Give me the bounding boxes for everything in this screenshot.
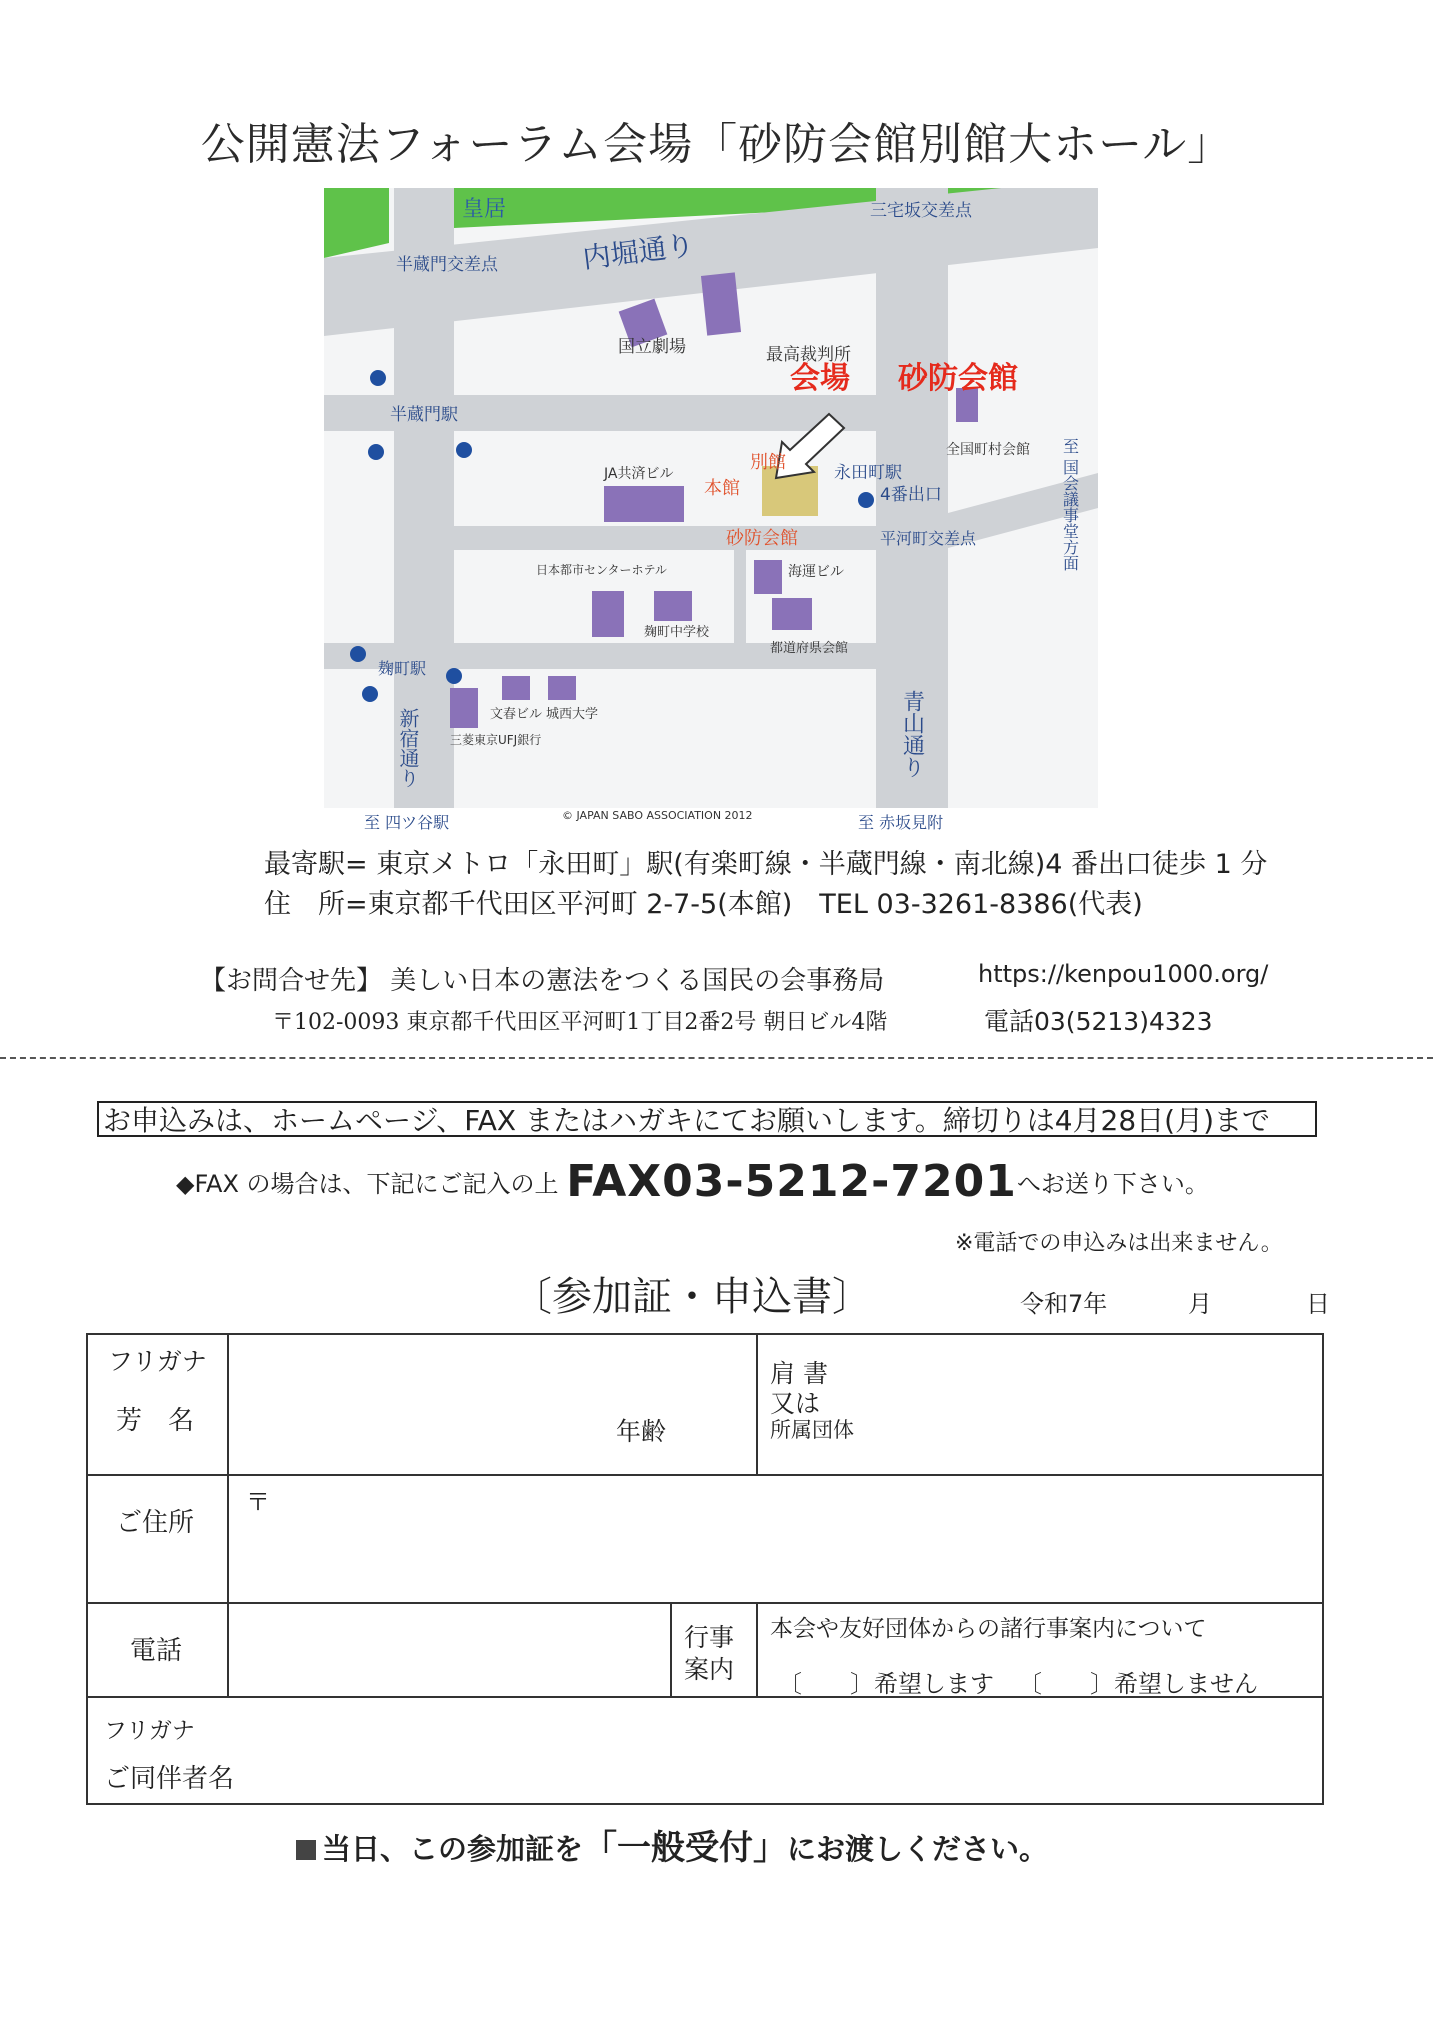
postal-mark: 〒 bbox=[246, 1488, 270, 1516]
footer-note bbox=[296, 1820, 1048, 1869]
access-address: 住 所=東京都千代田区平河町 2-7-5(本館) TEL 03-3261-8386(代表) bbox=[264, 889, 1143, 920]
event-question: 本会や友好団体からの諸行事案内について bbox=[770, 1616, 1207, 1642]
inquiry-label: 【お問合せ先】 美しい日本の憲法をつくる国民の会事務局 bbox=[200, 966, 885, 996]
label-venue: 会場 bbox=[790, 361, 850, 396]
fax-pre: ◆FAX の場合は、下記にご記入の上 bbox=[176, 1170, 559, 1198]
event-yes-option[interactable]: 〔 〕希望します bbox=[778, 1670, 994, 1698]
form-title: 〔参加証・申込書〕 bbox=[512, 1274, 872, 1320]
inquiry-url[interactable]: https://kenpou1000.org/ bbox=[978, 960, 1269, 988]
companion-field[interactable] bbox=[260, 1700, 1320, 1800]
title-label-3: 所属団体 bbox=[770, 1418, 854, 1442]
label-bekkan: 別館 bbox=[750, 452, 786, 473]
label-supreme-court: 最高裁判所 bbox=[766, 345, 851, 365]
square-bullet-icon bbox=[296, 1840, 316, 1860]
label-exit4: 4番出口 bbox=[880, 485, 942, 505]
label-akasaka: 至 赤坂見附 bbox=[858, 813, 944, 832]
label-hirakawacho: 平河町交差点 bbox=[880, 529, 977, 548]
affiliation-field[interactable] bbox=[900, 1340, 1320, 1470]
companion-label: ご同伴者名 bbox=[104, 1764, 235, 1794]
map-copyright: © JAPAN SABO ASSOCIATION 2012 bbox=[562, 809, 753, 822]
label-miyakezaka: 三宅坂交差点 bbox=[870, 201, 972, 221]
name-field[interactable] bbox=[230, 1340, 755, 1470]
phone-field[interactable] bbox=[230, 1606, 670, 1694]
footer-post: にお渡しください。 bbox=[787, 1832, 1049, 1866]
label-nagatacho: 永田町駅 bbox=[834, 463, 902, 483]
label-aoyama-dori: 青山通り bbox=[899, 690, 925, 778]
fax-number: FAX03-5212-7201 bbox=[566, 1156, 1017, 1207]
inquiry-address: 〒102-0093 東京都千代田区平河町1丁目2番2号 朝日ビル4階 bbox=[272, 1010, 888, 1035]
label-shinjuku-dori: 新宿通り bbox=[396, 708, 420, 788]
footer-strong: 「一般受付」 bbox=[583, 1828, 788, 1868]
inquiry-tel: 電話03(5213)4323 bbox=[984, 1007, 1213, 1036]
name-label: 芳 名 bbox=[116, 1406, 195, 1436]
address-field[interactable] bbox=[230, 1478, 1320, 1600]
label-hanzomon-station: 半蔵門駅 bbox=[390, 405, 458, 425]
phone-note: ※電話での申込みは出来ません。 bbox=[955, 1231, 1283, 1256]
label-zenkoku: 全国町村会館 bbox=[946, 442, 1030, 458]
access-station: 最寄駅= 東京メトロ「永田町」駅(有楽町線・半蔵門線・南北線)4 番出口徒歩 1 分 bbox=[264, 849, 1268, 880]
fax-post: へお送り下さい。 bbox=[1016, 1170, 1209, 1198]
event-no-option[interactable]: 〔 〕希望しません bbox=[1018, 1670, 1258, 1698]
fax-instruction bbox=[176, 1156, 1209, 1207]
furigana-label: フリガナ bbox=[108, 1347, 207, 1376]
label-mufg: 三菱東京UFJ銀行 bbox=[450, 733, 542, 747]
label-josai: 城西大学 bbox=[546, 707, 599, 722]
label-bunshun: 文春ビル bbox=[490, 707, 543, 722]
title-label-1: 肩 書 bbox=[770, 1359, 828, 1388]
footer-pre: 当日、この参加証を bbox=[322, 1832, 584, 1866]
date-month: 月 bbox=[1188, 1290, 1212, 1318]
label-todofuken: 都道府県会館 bbox=[770, 641, 849, 656]
building-supreme-court bbox=[701, 272, 741, 335]
label-hanzomon-crossing: 半蔵門交差点 bbox=[396, 255, 498, 275]
label-venue-name: 砂防会館 bbox=[898, 361, 1018, 396]
address-label: ご住所 bbox=[116, 1508, 195, 1538]
label-honkan: 本館 bbox=[704, 478, 740, 499]
label-kojimachi-school: 麹町中学校 bbox=[644, 625, 710, 640]
date-era: 令和7年 bbox=[1020, 1290, 1108, 1318]
event-label-1: 行事 bbox=[684, 1623, 735, 1652]
apply-notice: お申込みは、ホームページ、FAX またはハガキにてお願いします。締切りは4月28日(月)まで bbox=[97, 1101, 1317, 1137]
date-day: 日 bbox=[1306, 1290, 1330, 1318]
label-yotsuya: 至 四ツ谷駅 bbox=[364, 813, 450, 832]
page-title: 公開憲法フォーラム会場「砂防会館別館大ホール」 bbox=[200, 119, 1233, 170]
label-ja: JA共済ビル bbox=[604, 466, 674, 482]
label-kokkai: 至 国会議事堂方面 bbox=[1060, 438, 1080, 572]
companion-furigana-label: フリガナ bbox=[104, 1718, 195, 1744]
label-national-theatre: 国立劇場 bbox=[618, 337, 686, 357]
label-naibori: 内堀通り bbox=[580, 228, 697, 275]
label-kokyo: 皇居 bbox=[462, 197, 507, 222]
event-label-2: 案内 bbox=[684, 1655, 735, 1684]
cut-line bbox=[0, 1057, 1433, 1059]
title-label-2: 又は bbox=[770, 1389, 821, 1418]
label-sabo-kaikan: 砂防会館 bbox=[726, 528, 798, 549]
label-kojimachi-station: 麹町駅 bbox=[378, 659, 427, 678]
building-ja bbox=[604, 486, 684, 522]
venue-map bbox=[324, 188, 1098, 838]
label-toshi-hotel: 日本都市センターホテル bbox=[536, 563, 667, 577]
phone-label: 電話 bbox=[130, 1636, 183, 1666]
label-kaiun: 海運ビル bbox=[788, 564, 844, 580]
age-label: 年齢 bbox=[616, 1417, 667, 1446]
